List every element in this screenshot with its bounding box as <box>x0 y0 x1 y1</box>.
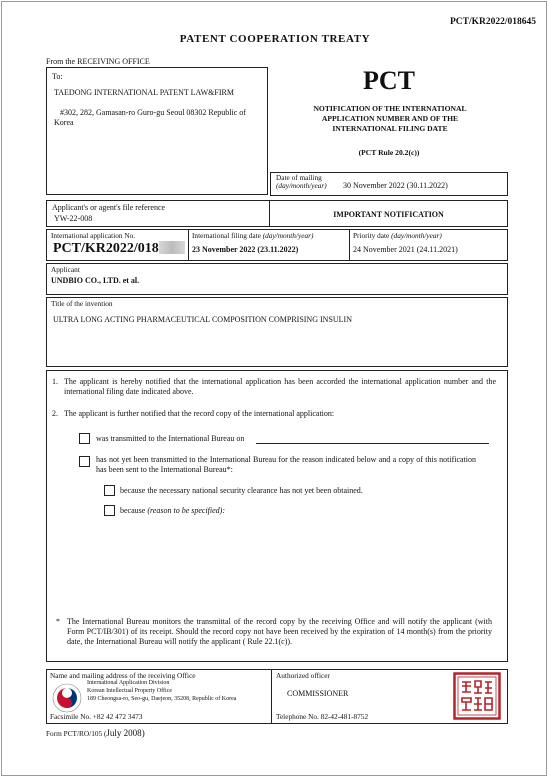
invention-label: Title of the invention <box>51 299 113 308</box>
office-address: 189 Cheongsa-ro, Seo-gu, Daejeon, 35208, Republic of Korea <box>87 696 237 702</box>
to-box <box>46 67 268 195</box>
office-kipo: Korean Intellectual Property Office <box>87 688 173 694</box>
pct-big-title: PCT <box>363 66 415 95</box>
item2-text: The applicant is further notified that the record copy of the international application: <box>64 409 335 418</box>
footnote-star: * <box>56 617 60 626</box>
officer-name: COMMISSIONER <box>287 689 349 698</box>
officer-label: Authorized officer <box>276 671 330 680</box>
file-ref-value: YW-22-008 <box>54 214 93 223</box>
invention-box <box>46 297 508 367</box>
application-row <box>46 229 508 261</box>
treaty-title: PATENT COOPERATION TREATY <box>179 33 371 45</box>
mailing-label: Date of mailing <box>276 173 322 182</box>
applicant-box <box>46 263 508 295</box>
priority-date-label: Priority date (day/month/year) <box>353 231 442 240</box>
invention-value: ULTRA LONG ACTING PHARMACEUTICAL COMPOSITION COMPRISING INSULIN <box>53 315 352 324</box>
opt-transmitted: was transmitted to the International Bureau on <box>96 434 245 443</box>
doc-number: PCT/KR2022/018645 <box>449 17 536 27</box>
officer-phone: Telephone No. 82-42-481-8752 <box>276 712 369 721</box>
mailing-value: 30 November 2022 (30.11.2022) <box>343 181 448 190</box>
item1-text: The applicant is hereby notified that the international application has been accorded the international application number and the international filing date indicated above. <box>64 377 496 396</box>
footnote: The International Bureau monitors the transmittal of the record copy by the receiving Office and will notify the applicant (with Form PCT/IB/301) of its receipt. Should the record copy not have been received by the expiration of 14 month(s) from the priority date, the International Bureau will notify the applicant ( Rule 22.1(c)). <box>67 617 492 646</box>
file-ref-row <box>46 200 508 227</box>
form-number: Form PCT/RO/105 (July 2008) <box>46 728 145 738</box>
checkbox-because[interactable] <box>104 505 115 516</box>
applicant-label: Applicant <box>51 265 80 274</box>
pct-rule: (PCT Rule 20.2(c)) <box>358 148 420 157</box>
priority-date-value: 24 November 2021 (24.11.2021) <box>353 245 458 254</box>
app-no-value: PCT/KR2022/018 <box>53 241 185 257</box>
to-label: To: <box>52 72 63 81</box>
opt-because: because (reason to be specified): <box>120 506 226 515</box>
checkbox-not-transmitted[interactable] <box>79 456 90 467</box>
opt-security: because the necessary national security clearance has not yet been obtained. <box>120 486 363 495</box>
applicant-value: UNDBIO CO., LTD. et al. <box>51 276 140 285</box>
office-label: Name and mailing address of the receiving Office <box>50 671 196 680</box>
app-divider-2 <box>349 230 350 260</box>
to-name: TAEDONG INTERNATIONAL PATENT LAW&FIRM <box>54 88 234 97</box>
item1-num: 1. <box>52 377 58 386</box>
redacted-digits <box>159 241 185 254</box>
important-notification: IMPORTANT NOTIFICATION <box>333 210 444 219</box>
filing-date-value: 23 November 2022 (23.11.2022) <box>192 245 299 254</box>
office-fax: Facsimile No. +82 42 472 3473 <box>50 712 143 721</box>
checkbox-transmitted[interactable] <box>79 433 90 444</box>
to-address: #302, 282, Gamasan-ro Guro-gu Seoul 08302 Republic of Korea <box>54 108 246 127</box>
app-divider-1 <box>188 230 189 260</box>
file-ref-label: Applicant's or agent's file reference <box>52 203 166 212</box>
mailing-box <box>270 172 508 196</box>
korea-emblem-icon <box>52 683 82 713</box>
checkbox-security[interactable] <box>104 485 115 496</box>
office-division: International Application Division <box>87 680 170 686</box>
office-divider <box>271 670 272 723</box>
transmitted-date-line <box>256 443 489 444</box>
office-row <box>46 669 508 724</box>
mailing-label-sub: (day/month/year) <box>276 181 327 190</box>
opt-not-transmitted: has not yet been transmitted to the International Bureau for the reason indicated below and a copy of this notification has been sent to the International Bureau*: <box>96 455 476 474</box>
filing-date-label: International filing date (day/month/year) <box>192 231 314 240</box>
item2-num: 2. <box>52 409 58 418</box>
body-box <box>46 370 508 662</box>
app-no-label: International application No. <box>51 231 136 240</box>
official-seal-icon <box>453 672 501 720</box>
notification-title: NOTIFICATION OF THE INTERNATIONAL APPLICATION NUMBER AND OF THE INTERNATIONAL FILING DATE <box>313 104 467 133</box>
receiving-office-label: From the RECEIVING OFFICE <box>46 57 150 66</box>
